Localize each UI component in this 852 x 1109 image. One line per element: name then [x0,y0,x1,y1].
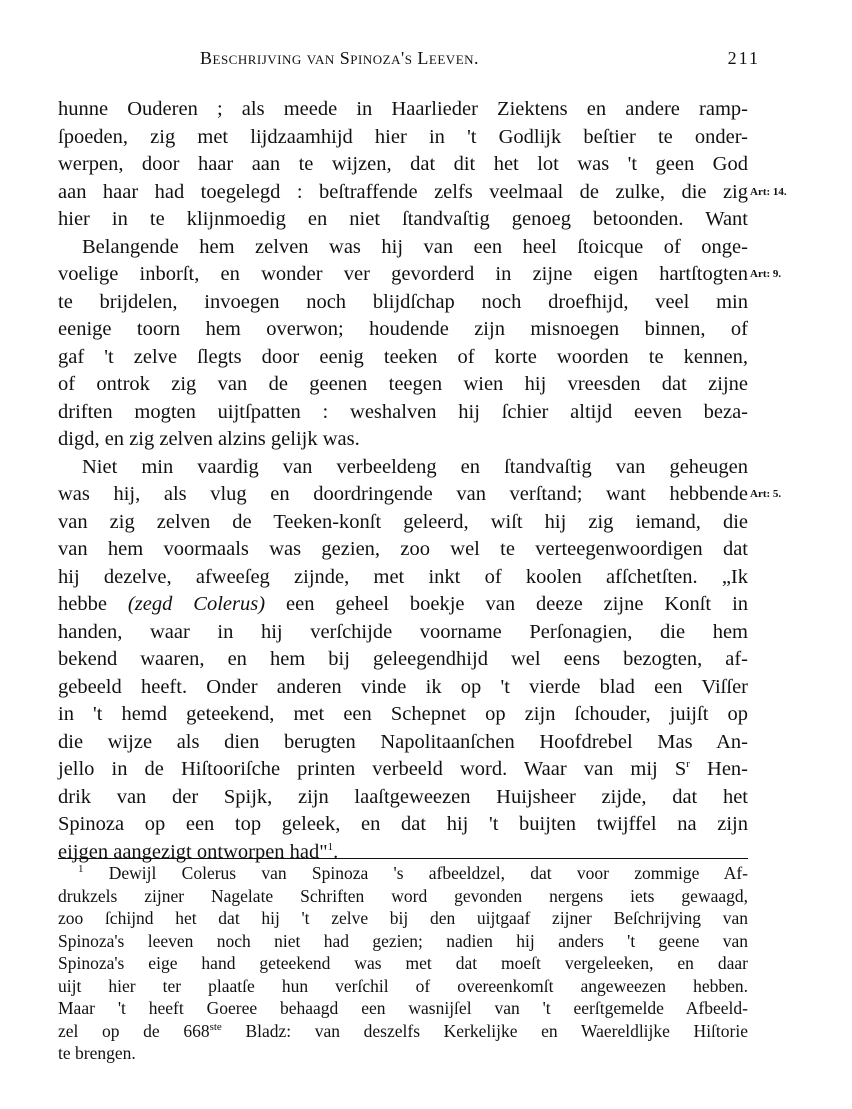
text-line: van zig zelven de Teeken-konſt geleerd, wiſt hij zig iemand, die [58,510,748,533]
text-line: hunne Ouderen ; als meede in Haarlieder Ziektens en andere ramp- [58,98,748,120]
text-line: hij dezelve, afweeſeg zijnde, met inkt of koolen afſchetſten. „Ik [58,565,748,588]
paragraph-start-line: Niet min vaardig van verbeeldeng en ſtandvaſtig van geheugen [82,455,748,478]
text-line: drik van der Spijk, zijn laaſtgeweezen Huijsheer zijde, dat het [58,785,748,808]
text-line: in 't hemd geteekend, met een Schepnet op zijn ſchouder, juijſt op [58,703,748,725]
footnote-line: $^1$ Dewijl Colerus van Spinoza 's afbeeldzel, dat voor zommige Af- [78,863,748,883]
text-line: van hem voormaals was gezien, zoo wel te verteegenwoordigen dat [58,538,748,560]
running-header [200,48,760,76]
footnote-line: Spinoza's eige hand geteekend was met dat moeſt vergeleeken, en daar [58,953,748,973]
text-line: die wijze als dien berugten Napolitaanſchen Hoofdrebel Mas An- [58,730,748,753]
text-line: hebbe (zegd Colerus) een geheel boekje van deeze zijne Konſt in [58,593,749,615]
text-line: voelige inborſt, en wonder ver gevorderd in zijne eigen hartſtogten Art: 9. [58,261,748,289]
text-line: of ontrok zig van de geenen teegen wien hij vreesden dat zijne [58,373,748,395]
main-text [58,96,787,866]
text-line: gaf 't zelve ſlegts door eenig teeken of korte woorden te kennen, [58,345,748,368]
text-line: eijgen aangezigt ontworpen had"$^1$. [58,840,339,863]
footnote-line: zoo ſchijnd het dat hij 't zelve bij den uijtgaaf zijner Beſchrijving van [58,908,748,928]
text-line: ſpoeden, zig met lijdzaamhijd hier in 't Godlijk beſtier te onder- [58,125,748,148]
superscript-r: r [686,758,690,771]
footnote-line: uijt hier ter plaatſe hun verſchil of overeenkomſt angeweezen hebben. [58,975,748,996]
margin-note-art9: Art: 9. [750,268,782,280]
footnote-line: zel op de 668ste Bladz: van deszelfs Kerkelijke en Waereldlijke Hiſtorie [58,1020,748,1041]
footnote-line: Spinoza's leeven noch niet had gezien; nadien hij anders 't geene van [58,930,748,951]
footnote-line: Maar 't heeft Goeree behaagd een wasnijſel van 't eerſtgemelde Afbeeld- [58,998,748,1018]
margin-note-art14: Art: 14. [750,185,787,198]
page-number: 211 [727,48,760,68]
margin-note-art5: Art: 5. [750,488,782,500]
text-line: driften mogten uijtſpatten : weshalven hij ſchier altijd eeven beza- [58,400,748,423]
text-line: aan haar had toegelegd : beſtraffende zelfs veelmaal de zulke, die zig Art: 14. [58,179,748,207]
footnote [58,862,748,1065]
text-line: bekend waaren, en hem bij geleegendhijd wel eens bezogten, af- [58,648,748,670]
footnote-line: te brengen. [58,1043,136,1063]
text-line: werpen, door haar aan te wijzen, dat dit het lot was 't geen God [58,153,748,175]
text-line: eenige toorn hem overwon; houdende zijn misnoegen binnen, of [58,318,748,340]
footnote-line: drukzels zijner Nagelate Schriften word gevonden nergens iets gewaagd, [58,885,748,906]
text-line: was hij, als vlug en doordringende van verſtand; want hebbende Art: 5. [58,481,748,509]
text-line: digd, en zig zelven alzins gelijk was. [58,428,360,450]
italic-aside: (zegd Colerus) [127,593,266,615]
ordinal-superscript: ste [209,1020,222,1033]
paragraph-start-line: Belangende hem zelven was hij van een heel ſtoicque of onge- [82,235,748,258]
text-line: gebeeld heeft. Onder anderen vinde ik op 't vierde blad een Viſſer [58,675,748,698]
text-line: jello in de Hiſtooriſche printen verbeeld word. Waar van mij $S^r$ Hen- [58,758,749,780]
text-line: handen, waar in hij verſchijde voorname Perſonagien, die hem [58,620,748,643]
footnote-reference: 1 [327,840,334,853]
header-title: Beschrijving van Spinoza's Leeven. [200,48,480,68]
footnote-marker: 1 [78,863,84,876]
footnote-divider [58,858,748,859]
text-line: hier in te klijnmoedig en niet ſtandvaſtig genoeg betoonden. Want [58,208,748,230]
text-line: Spinoza op een top geleek, en dat hij 't buijten twijffel na zijn [58,813,748,835]
text-line: te brijdelen, invoegen noch blijdſchap noch droefhijd, veel min [58,290,748,313]
